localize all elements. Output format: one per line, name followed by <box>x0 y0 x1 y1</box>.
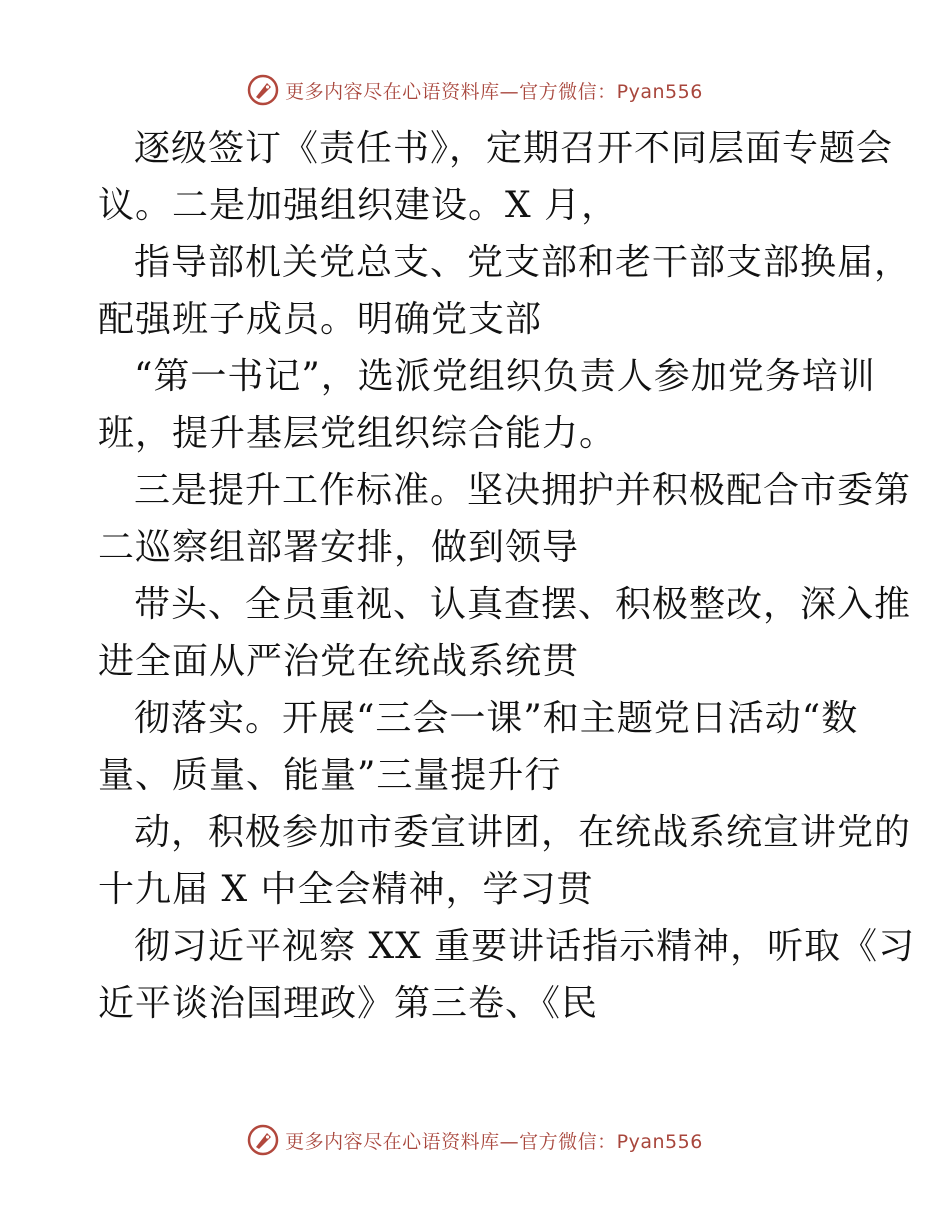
text-line: 指导部机关党总支、党支部和老干部支部换届， <box>134 242 912 283</box>
text-line: 进全面从严治党在统战系统贯 <box>98 641 580 682</box>
watermark-text: 更多内容尽在心语资料库—官方微信：Pyan556 <box>285 80 703 103</box>
text-line: 三是提升工作标准。坚决拥护并积极配合市委第 <box>134 470 912 511</box>
footer-watermark-banner <box>0 1120 950 1160</box>
text-line: 量、质量、能量”三量提升行 <box>98 755 562 796</box>
pen-nib-logo-icon <box>247 1124 279 1156</box>
paragraph <box>98 918 916 1032</box>
text-line: 动，积极参加市委宣讲团，在统战系统宣讲党的 <box>134 812 912 853</box>
paragraph <box>98 234 912 348</box>
text-line: 议。二是加强组织建设。X 月， <box>98 185 619 226</box>
text-line: 逐级签订《责任书》，定期召开不同层面专题会 <box>134 128 894 169</box>
text-line: 十九届 X 中全会精神，学习贯 <box>98 869 594 910</box>
pen-nib-logo-icon <box>247 74 279 106</box>
text-line: 二巡察组部署安排，做到领导 <box>98 527 580 568</box>
text-line: 配强班子成员。明确党支部 <box>98 299 543 340</box>
text-line: 彻落实。开展“三会一课”和主题党日活动“数 <box>134 698 859 739</box>
text-line: 近平谈治国理政》第三卷、《民 <box>98 983 599 1024</box>
paragraph <box>98 462 912 576</box>
text-line: 彻习近平视察 XX 重要讲话指示精神，听取《习 <box>134 926 916 967</box>
header-watermark-banner <box>0 70 950 110</box>
paragraph <box>98 576 912 690</box>
document-body <box>98 120 916 1032</box>
paragraph <box>98 804 912 918</box>
paragraph <box>98 690 868 804</box>
paragraph <box>98 348 876 462</box>
watermark-text: 更多内容尽在心语资料库—官方微信：Pyan556 <box>285 1130 703 1153</box>
text-line: 带头、全员重视、认真查摆、积极整改，深入推 <box>134 584 912 625</box>
text-line: “第一书记”，选派党组织负责人参加党务培训 <box>134 356 876 397</box>
text-line: 班，提升基层党组织综合能力。 <box>98 413 617 454</box>
paragraph <box>98 120 894 234</box>
